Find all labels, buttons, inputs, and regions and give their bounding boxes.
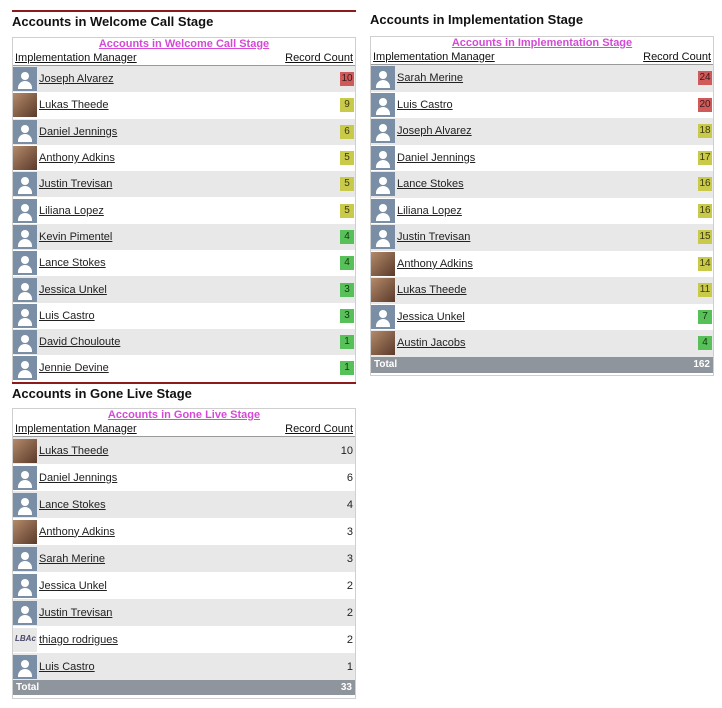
report-table xyxy=(12,37,356,384)
total-label: Total xyxy=(374,359,398,370)
table-row xyxy=(13,464,355,491)
table-body xyxy=(13,437,355,680)
column-header-manager[interactable]: Implementation Manager xyxy=(373,51,495,63)
table-row xyxy=(371,65,713,92)
manager-name-link[interactable]: Jessica Unkel xyxy=(397,310,465,323)
table-row xyxy=(13,303,355,329)
avatar-icon[interactable] xyxy=(13,172,37,196)
report-name-link[interactable]: Accounts in Implementation Stage xyxy=(451,37,633,49)
table-row xyxy=(371,171,713,198)
welcome-call-panel xyxy=(12,10,356,375)
record-count-badge: 1 xyxy=(340,361,354,375)
table-row xyxy=(371,251,713,278)
record-count-badge: 11 xyxy=(699,284,711,296)
avatar-icon[interactable] xyxy=(13,574,37,598)
avatar-icon[interactable] xyxy=(13,493,37,517)
table-row xyxy=(371,304,713,331)
avatar-icon[interactable] xyxy=(13,199,37,223)
table-row xyxy=(13,653,355,680)
record-count: 3 xyxy=(346,552,353,565)
table-row xyxy=(13,626,355,653)
table-row xyxy=(13,491,355,518)
table-row xyxy=(13,92,355,118)
panel-title: Accounts in Implementation Stage xyxy=(370,12,584,27)
manager-name-link[interactable]: Justin Trevisan xyxy=(39,606,113,619)
total-row xyxy=(371,357,713,373)
table-body xyxy=(371,65,713,357)
record-count: 2 xyxy=(346,633,353,646)
record-count-badge: 20 xyxy=(699,98,711,110)
manager-name-link[interactable]: Liliana Lopez xyxy=(39,204,104,217)
avatar-icon[interactable] xyxy=(13,67,37,91)
table-row xyxy=(371,198,713,225)
table-row xyxy=(371,118,713,145)
manager-name-link[interactable]: Lance Stokes xyxy=(39,257,106,270)
table-header xyxy=(13,51,355,66)
avatar-icon[interactable] xyxy=(13,146,37,170)
table-row xyxy=(13,66,355,92)
avatar-icon[interactable] xyxy=(13,225,37,249)
panel-title: Accounts in Welcome Call Stage xyxy=(12,14,214,29)
record-count: 2 xyxy=(346,579,353,592)
avatar-icon[interactable]: LBAc xyxy=(13,628,37,652)
manager-name-link[interactable]: Joseph Alvarez xyxy=(39,73,114,86)
record-count-badge: 9 xyxy=(340,98,354,112)
avatar-icon[interactable] xyxy=(13,278,37,302)
manager-name-link[interactable]: Sarah Merine xyxy=(39,552,106,565)
record-count-badge: 18 xyxy=(699,125,711,137)
record-count-badge: 1 xyxy=(340,335,354,349)
record-count-badge: 15 xyxy=(699,231,711,243)
record-count: 3 xyxy=(346,525,353,538)
panel-title: Accounts in Gone Live Stage xyxy=(12,386,192,401)
manager-name-link[interactable]: Kevin Pimentel xyxy=(39,230,113,243)
avatar-icon[interactable] xyxy=(371,93,395,117)
manager-name-link[interactable]: thiago rodrigues xyxy=(39,633,118,646)
avatar-icon[interactable] xyxy=(371,119,395,143)
record-count-badge: 17 xyxy=(699,151,711,163)
record-count-badge: 16 xyxy=(699,178,711,190)
avatar-icon[interactable] xyxy=(13,547,37,571)
table-row xyxy=(13,145,355,171)
total-label: Total xyxy=(16,682,40,693)
table-row xyxy=(13,572,355,599)
record-count: 2 xyxy=(346,606,353,619)
implementation-panel xyxy=(370,12,714,370)
manager-name-link[interactable]: Lance Stokes xyxy=(39,498,106,511)
avatar-icon[interactable] xyxy=(371,225,395,249)
avatar-icon[interactable] xyxy=(13,655,37,679)
table-row xyxy=(13,437,355,464)
manager-name-link[interactable]: Justin Trevisan xyxy=(397,231,471,244)
table-row xyxy=(371,277,713,304)
record-count-badge: 14 xyxy=(699,257,711,269)
avatar-icon[interactable] xyxy=(371,278,395,302)
manager-name-link[interactable]: Austin Jacobs xyxy=(397,337,466,350)
manager-name-link[interactable]: Daniel Jennings xyxy=(39,471,118,484)
record-count-badge: 5 xyxy=(340,177,354,191)
table-row xyxy=(371,330,713,357)
report-table xyxy=(370,36,714,376)
manager-name-link[interactable]: Daniel Jennings xyxy=(39,125,118,138)
avatar-icon[interactable] xyxy=(371,252,395,276)
table-header xyxy=(371,50,713,65)
avatar-icon[interactable] xyxy=(371,199,395,223)
manager-name-link[interactable]: Anthony Adkins xyxy=(397,257,473,270)
avatar-icon[interactable] xyxy=(13,439,37,463)
column-header-manager[interactable]: Implementation Manager xyxy=(15,423,137,435)
avatar-icon[interactable] xyxy=(13,304,37,328)
table-row xyxy=(13,119,355,145)
manager-name-link[interactable]: Lukas Theede xyxy=(39,444,109,457)
manager-name-link[interactable]: Luis Castro xyxy=(39,309,95,322)
panel-top-border xyxy=(12,10,356,12)
manager-name-link[interactable]: Lukas Theede xyxy=(397,284,467,297)
record-count-badge: 4 xyxy=(698,336,712,350)
table-row xyxy=(371,92,713,119)
avatar-icon[interactable] xyxy=(13,93,37,117)
manager-name-link[interactable]: Luis Castro xyxy=(39,660,95,673)
manager-name-link[interactable]: Anthony Adkins xyxy=(39,525,115,538)
manager-name-link[interactable]: Anthony Adkins xyxy=(39,152,115,165)
record-count-badge: 4 xyxy=(340,230,354,244)
gone-live-panel xyxy=(12,382,356,693)
manager-name-link[interactable]: Daniel Jennings xyxy=(397,151,476,164)
avatar-icon[interactable] xyxy=(371,146,395,170)
column-header-count[interactable]: Record Count xyxy=(285,423,353,435)
record-count-badge: 10 xyxy=(341,73,353,85)
manager-name-link[interactable]: Justin Trevisan xyxy=(39,178,113,191)
record-count: 4 xyxy=(346,498,353,511)
total-value: 162 xyxy=(693,359,710,370)
avatar-icon[interactable] xyxy=(13,520,37,544)
table-row xyxy=(13,171,355,197)
table-row xyxy=(13,329,355,355)
report-name-link[interactable]: Accounts in Gone Live Stage xyxy=(107,409,261,421)
avatar-icon[interactable] xyxy=(13,356,37,380)
avatar-icon[interactable] xyxy=(13,601,37,625)
record-count-badge: 4 xyxy=(340,256,354,270)
report-name-link[interactable]: Accounts in Welcome Call Stage xyxy=(98,38,270,50)
table-row xyxy=(13,518,355,545)
manager-name-link[interactable]: Jennie Devine xyxy=(39,362,109,375)
avatar-icon[interactable] xyxy=(371,172,395,196)
avatar-icon[interactable] xyxy=(371,66,395,90)
table-row xyxy=(13,599,355,626)
manager-name-link[interactable]: Luis Castro xyxy=(397,98,453,111)
manager-name-link[interactable]: Jessica Unkel xyxy=(39,283,107,296)
table-header xyxy=(13,422,355,437)
record-count-badge: 5 xyxy=(340,151,354,165)
total-row xyxy=(13,680,355,695)
table-row xyxy=(13,197,355,223)
record-count: 10 xyxy=(340,444,353,457)
table-body xyxy=(13,66,355,382)
avatar-icon[interactable] xyxy=(13,466,37,490)
record-count-badge: 5 xyxy=(340,204,354,218)
total-value: 33 xyxy=(340,682,352,693)
column-header-manager[interactable]: Implementation Manager xyxy=(15,52,137,64)
avatar-icon[interactable] xyxy=(13,120,37,144)
manager-name-link[interactable]: David Chouloute xyxy=(39,336,121,349)
record-count-badge: 3 xyxy=(340,309,354,323)
avatar-icon[interactable] xyxy=(371,331,395,355)
record-count-badge: 6 xyxy=(340,125,354,139)
record-count: 1 xyxy=(346,660,353,673)
table-row xyxy=(371,145,713,172)
table-row xyxy=(13,250,355,276)
avatar-icon[interactable] xyxy=(13,330,37,354)
table-row xyxy=(13,355,355,381)
avatar-icon[interactable] xyxy=(13,251,37,275)
table-row xyxy=(13,276,355,302)
manager-name-link[interactable]: Sarah Merine xyxy=(397,72,464,85)
record-count-badge: 16 xyxy=(699,204,711,216)
manager-name-link[interactable]: Lance Stokes xyxy=(397,178,464,191)
avatar-icon[interactable] xyxy=(371,305,395,329)
report-table xyxy=(12,408,356,699)
column-header-count[interactable]: Record Count xyxy=(285,52,353,64)
record-count: 6 xyxy=(346,471,353,484)
table-row xyxy=(371,224,713,251)
table-row xyxy=(13,224,355,250)
record-count-badge: 24 xyxy=(699,72,711,84)
panel-top-border xyxy=(12,382,356,384)
manager-name-link[interactable]: Liliana Lopez xyxy=(397,204,462,217)
manager-name-link[interactable]: Joseph Alvarez xyxy=(397,125,472,138)
record-count-badge: 7 xyxy=(698,310,712,324)
record-count-badge: 3 xyxy=(340,283,354,297)
manager-name-link[interactable]: Lukas Theede xyxy=(39,99,109,112)
manager-name-link[interactable]: Jessica Unkel xyxy=(39,579,107,592)
column-header-count[interactable]: Record Count xyxy=(643,51,711,63)
table-row xyxy=(13,545,355,572)
